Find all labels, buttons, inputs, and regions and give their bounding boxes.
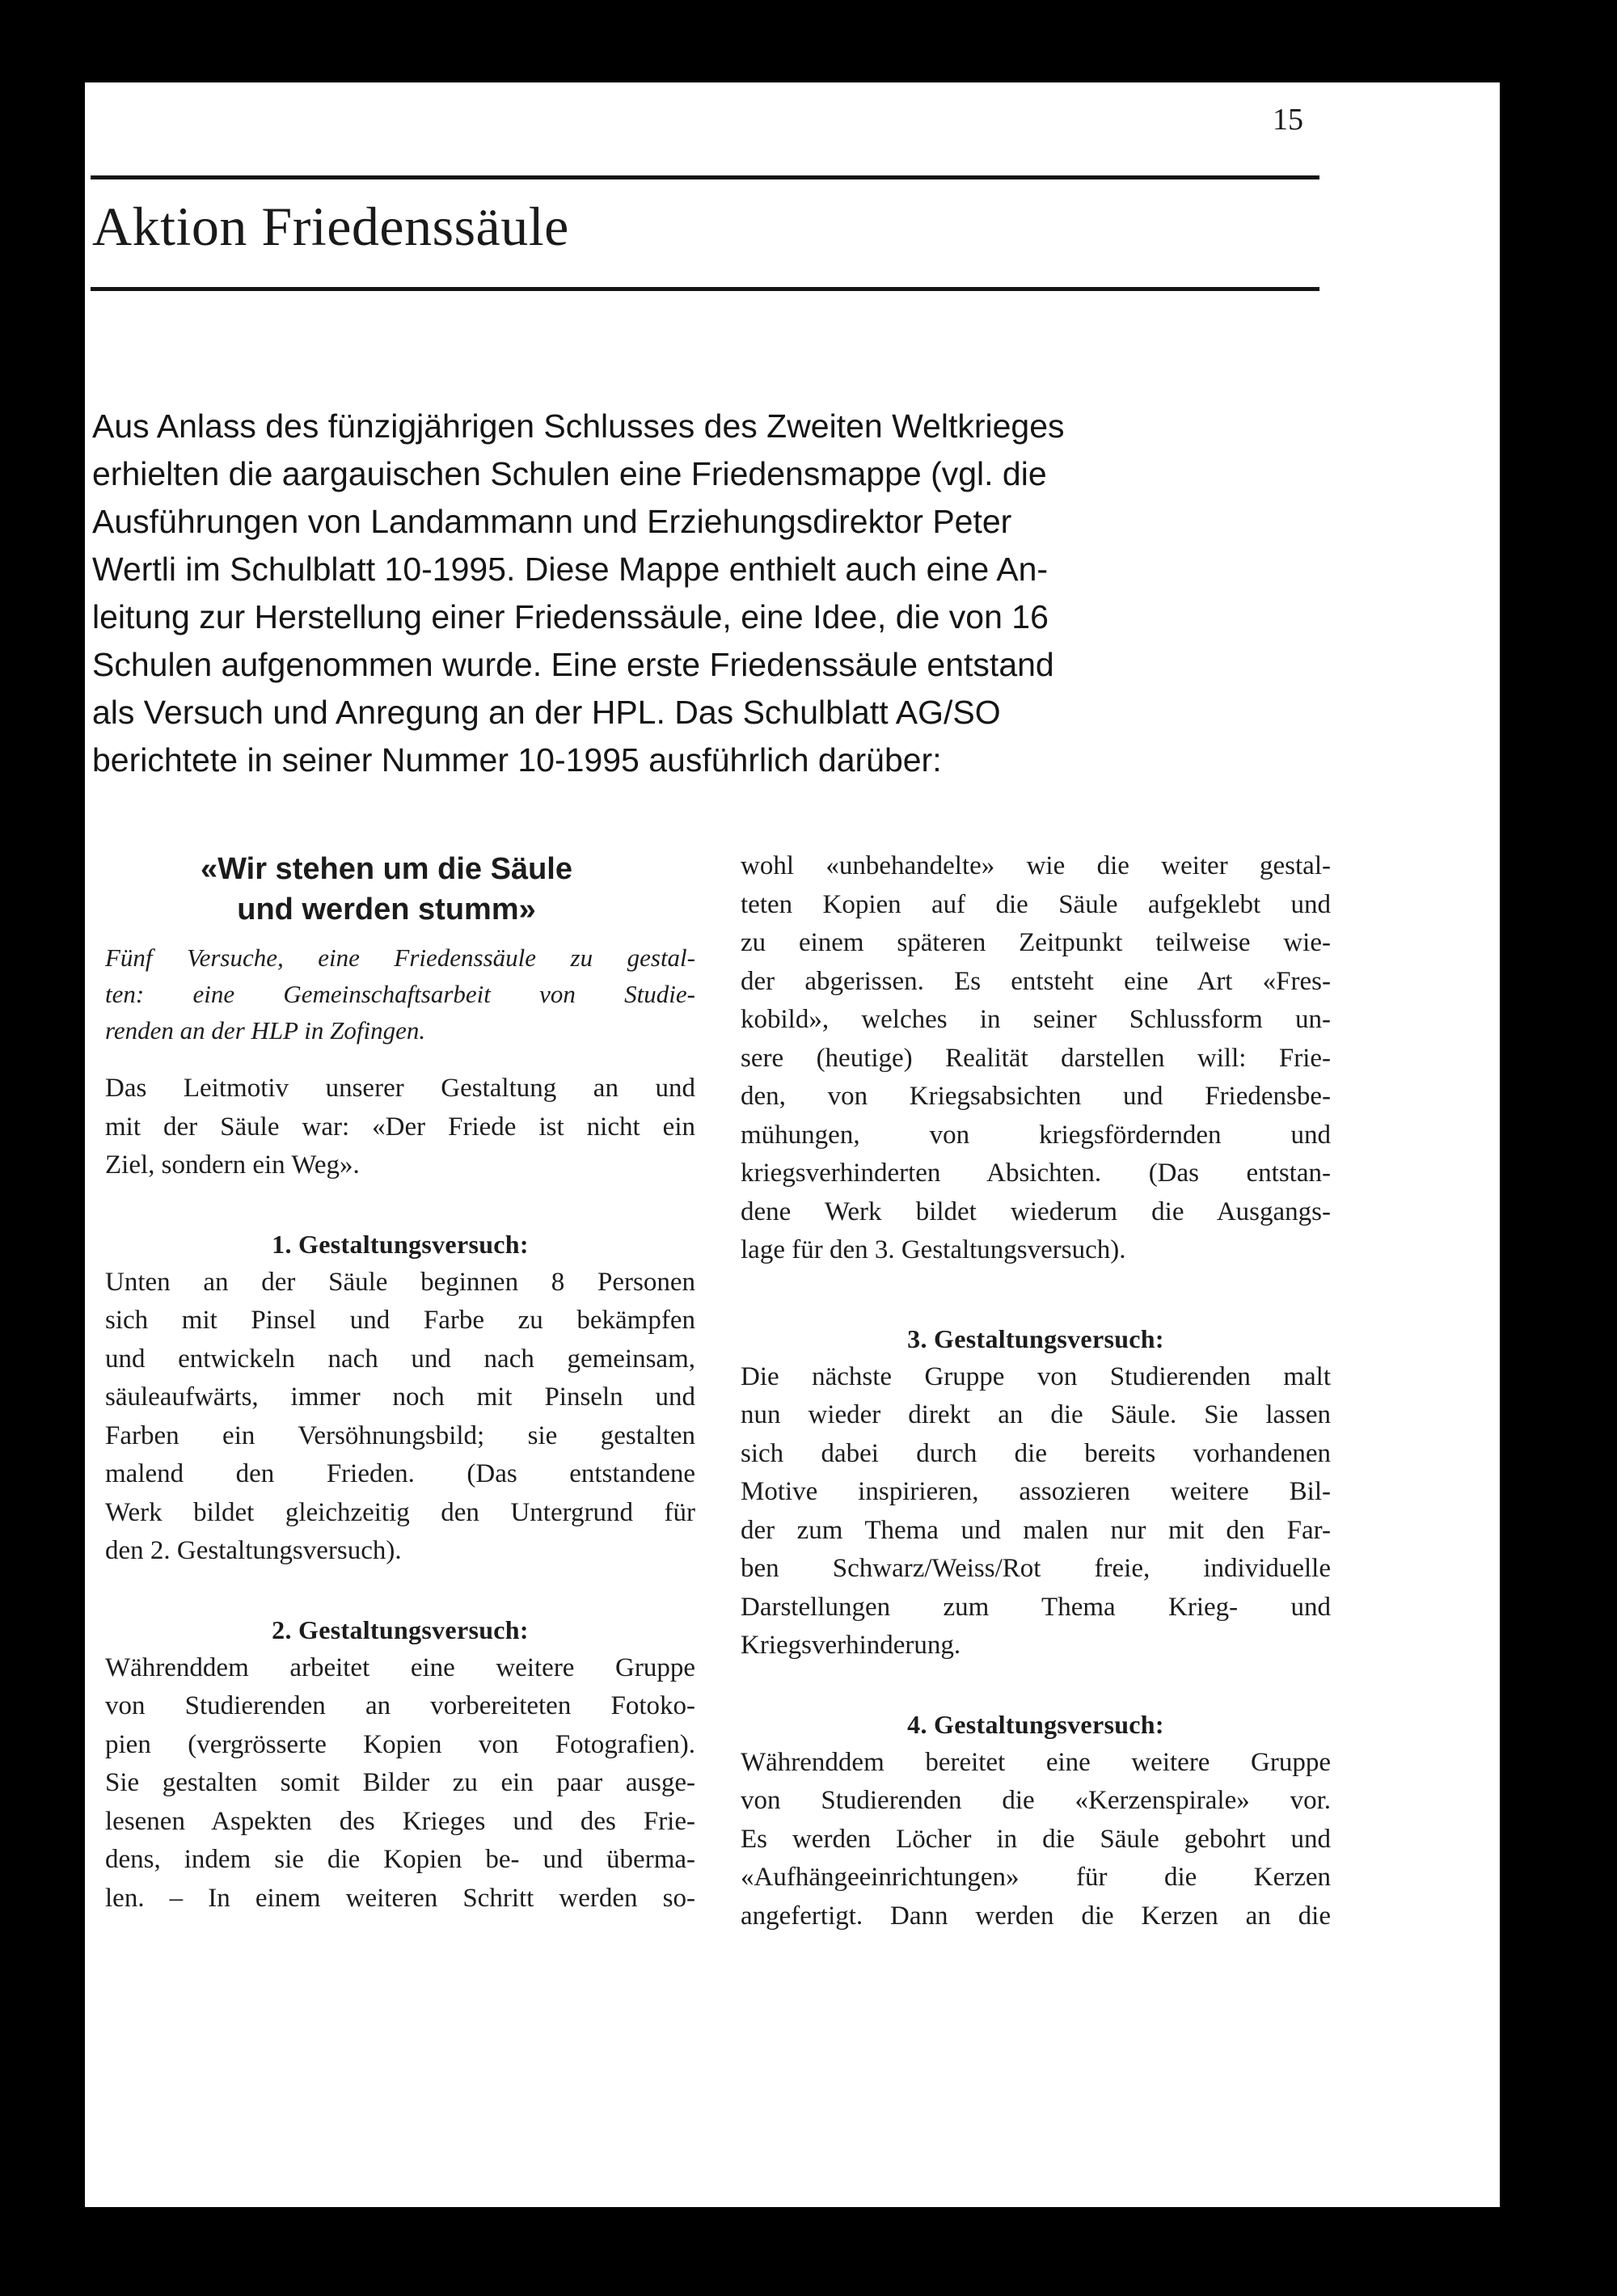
body-line: dene Werk bildet wiederum die Ausgangs- <box>741 1197 1331 1226</box>
body-line: len. – In einem weiteren Schritt werden so- <box>105 1883 695 1913</box>
body-line: sich dabei durch die bereits vorhandenen <box>741 1438 1331 1468</box>
article-column-left <box>105 849 695 1918</box>
intro-line: als Versuch und Anregung an der HPL. Das Schulblatt AG/SO <box>92 694 1001 731</box>
headline-line: und werden stumm» <box>237 893 536 926</box>
article-headline <box>105 849 695 930</box>
body-line: Das Leitmotiv unserer Gestaltung an und <box>105 1074 695 1103</box>
versuch-3-heading: 3. Gestaltungsversuch: <box>907 1323 1164 1353</box>
body-line: von Studierenden an vorbereiteten Fotoko- <box>105 1691 695 1720</box>
title-rule-top <box>91 175 1319 179</box>
body-line: Die nächste Gruppe von Studierenden malt <box>741 1361 1331 1391</box>
versuch-2-heading: 2. Gestaltungsversuch: <box>272 1614 529 1644</box>
body-line: Sie gestalten somit Bilder zu ein paar ausge- <box>105 1768 695 1797</box>
body-line: kobild», welches in seiner Schlussform un- <box>741 1005 1331 1034</box>
body-line: den, von Kriegsabsichten und Friedensbe- <box>741 1082 1331 1111</box>
body-line: kriegsverhinderten Absichten. (Das entstan- <box>741 1159 1331 1188</box>
body-line: «Aufhängeeinrichtungen» für die Kerzen <box>741 1863 1331 1892</box>
body-line: von Studierenden die «Kerzenspirale» vor. <box>741 1786 1331 1815</box>
body-line: malend den Frieden. (Das entstandene <box>105 1459 695 1488</box>
intro-line: leitung zur Herstellung einer Friedenssäule, eine Idee, die von 16 <box>92 598 1049 635</box>
body-line: Währenddem bereitet eine weitere Gruppe <box>741 1747 1331 1777</box>
title-rule-bottom <box>91 287 1319 291</box>
body-line: der zum Thema und malen nur mit den Far- <box>741 1515 1331 1545</box>
body-line: pien (vergrösserte Kopien von Fotografien). <box>105 1729 695 1759</box>
intro-line: erhielten die aargauischen Schulen eine Friedensmappe (vgl. die <box>92 455 1047 492</box>
body-line: wohl «unbehandelte» wie die weiter gestal- <box>741 851 1331 880</box>
intro-line: Wertli im Schulblatt 10-1995. Diese Mappe enthielt auch eine An- <box>92 551 1049 588</box>
body-line: säuleaufwärts, immer noch mit Pinseln und <box>105 1382 695 1412</box>
versuch-1-heading: 1. Gestaltungsversuch: <box>272 1229 529 1259</box>
body-line: lage für den 3. Gestaltungsversuch). <box>741 1235 1126 1264</box>
body-line: zu einem späteren Zeitpunkt teilweise wie- <box>741 928 1331 957</box>
body-line: nun wieder direkt an die Säule. Sie lassen <box>741 1400 1331 1429</box>
body-line: und entwickeln nach und nach gemeinsam, <box>105 1344 695 1374</box>
body-line: Ziel, sondern ein Weg». <box>105 1150 360 1180</box>
versuch-3-paragraph <box>741 1358 1331 1665</box>
body-line: Währenddem arbeitet eine weitere Gruppe <box>105 1652 695 1682</box>
body-line: angefertigt. Dann werden die Kerzen an die <box>741 1901 1331 1931</box>
body-line: sich mit Pinsel und Farbe zu bekämpfen <box>105 1306 695 1335</box>
body-line: Farben ein Versöhnungsbild; sie gestalten <box>105 1420 695 1450</box>
body-line: sere (heutige) Realität darstellen will: Frie- <box>741 1043 1331 1073</box>
body-line: den 2. Gestaltungsversuch). <box>105 1536 402 1565</box>
leitmotiv-paragraph <box>105 1070 695 1185</box>
versuch-4-heading: 4. Gestaltungsversuch: <box>907 1709 1164 1739</box>
versuch-2-paragraph <box>105 1649 695 1918</box>
body-line: Werk bildet gleichzeitig den Untergrund für <box>105 1497 695 1527</box>
versuch-1-paragraph <box>105 1264 695 1571</box>
page-number: 15 <box>1273 103 1303 137</box>
versuch-4-paragraph <box>741 1744 1331 1936</box>
subtitle-line: Fünf Versuche, eine Friedenssäule zu gestal- <box>105 943 695 972</box>
subtitle-line: renden an der HLP in Zofingen. <box>105 1016 426 1045</box>
intro-line: Schulen aufgenommen wurde. Eine erste Friedenssäule entstand <box>92 646 1054 683</box>
body-line: mühungen, von kriegsfördernden und <box>741 1120 1331 1150</box>
subtitle-line: ten: eine Gemeinschaftsarbeit von Studie- <box>105 980 695 1008</box>
article-column-right <box>741 847 1331 1935</box>
body-line: mit der Säule war: «Der Friede ist nicht ein <box>105 1112 695 1142</box>
body-line: Motive inspirieren, assozieren weitere Bil- <box>741 1477 1331 1506</box>
intro-line: Aus Anlass des fünzigjährigen Schlusses des Zweiten Weltkrieges <box>92 407 1065 445</box>
body-line: Kriegsverhinderung. <box>741 1631 961 1660</box>
body-line: Unten an der Säule beginnen 8 Personen <box>105 1267 695 1297</box>
body-line: teten Kopien auf die Säule aufgeklebt und <box>741 889 1331 919</box>
continuation-paragraph <box>741 847 1331 1270</box>
body-line: lesenen Aspekten des Krieges und des Frie- <box>105 1806 695 1836</box>
page-title: Aktion Friedenssäule <box>92 196 569 257</box>
body-line: dens, indem sie die Kopien be- und überma- <box>105 1845 695 1874</box>
intro-line: Ausführungen von Landammann und Erziehungsdirektor Peter <box>92 503 1012 540</box>
body-line: der abgerissen. Es entsteht eine Art «Fres- <box>741 966 1331 996</box>
body-line: Es werden Löcher in die Säule gebohrt und <box>741 1824 1331 1854</box>
intro-paragraph <box>92 403 1305 784</box>
body-line: Darstellungen zum Thema Krieg- und <box>741 1592 1331 1622</box>
article-subtitle <box>105 939 695 1049</box>
intro-line: berichtete in seiner Nummer 10-1995 ausführlich darüber: <box>92 741 942 779</box>
headline-line: «Wir stehen um die Säule <box>200 852 572 886</box>
body-line: ben Schwarz/Weiss/Rot freie, individuelle <box>741 1554 1331 1583</box>
